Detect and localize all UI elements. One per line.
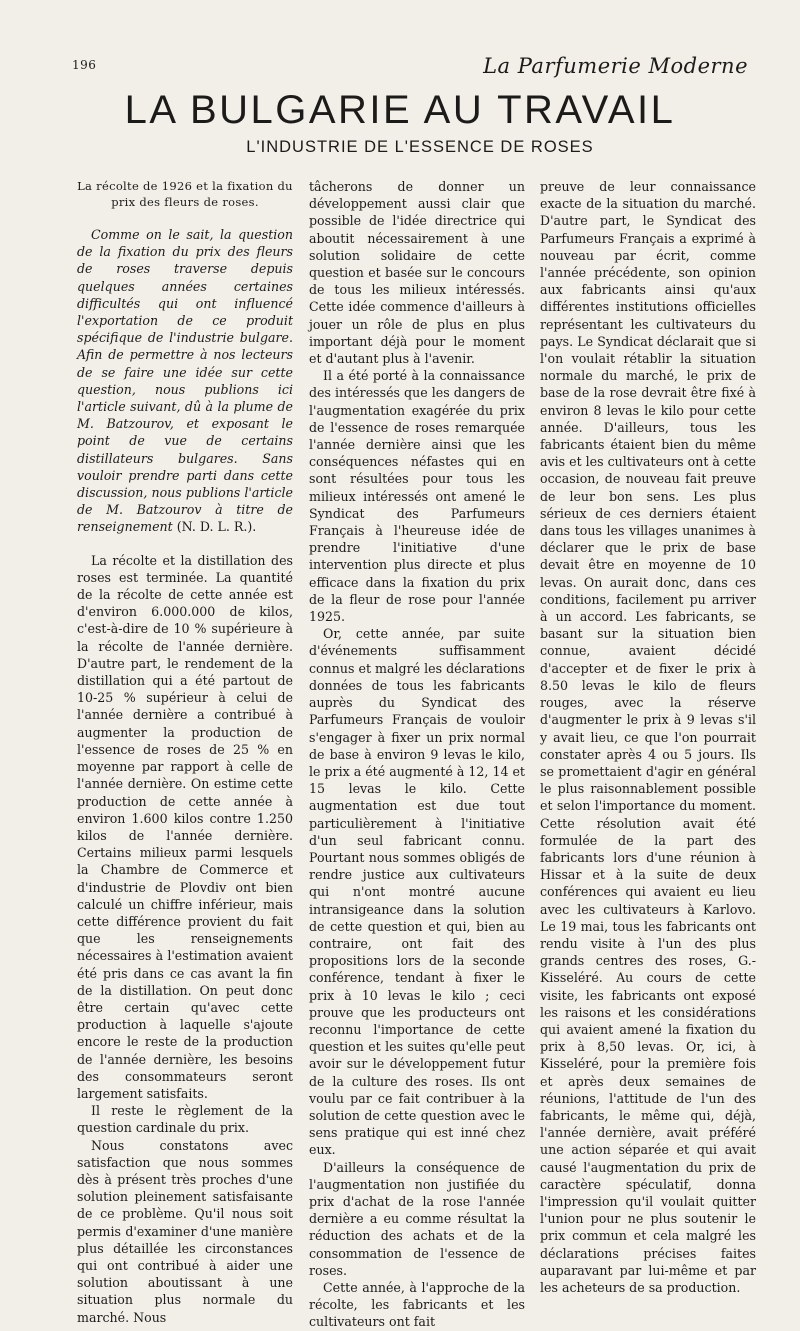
section-rubric: La récolte de 1926 et la fixation du prix des fleurs de roses. — [77, 179, 293, 209]
editor-note-signature: (N. D. L. R.). — [172, 519, 257, 535]
paragraph: Il reste le règlement de la question cardinale du prix. — [77, 1103, 293, 1136]
paragraph: Cette année, à l'approche de la récolte, les fabricants et les cultivateurs ont fait — [309, 1280, 525, 1330]
paragraph: Or, cette année, par suite d'événements suffisamment connus et malgré les déclarations données de tous les fabricants auprès du Syndicat des Parfumeurs Français de vouloir s'engager à fixer un prix normal de base à environ 9 levas le kilo, le prix a été augmenté à 12, 14 et 15 levas le kilo. Cette augmentation est due tout particulièrement à l'initiative d'un seul fabricant connu. Pourtant nous sommes obligés de rendre justice aux cultivateurs qui n'ont montré aucune intransigeance dans la solution de cette question et qui, bien au contraire, ont fait des propositions lors de la seconde conférence, tendant à fixer le prix à 10 levas le kilo ; ceci prouve que les producteurs ont reconnu l'importance de cette question et les suites qu'elle peut avoir sur le développement futur de la culture des roses. Ils ont voulu par ce fait contribuer à la solution de cette question avec le sens pratique qui est inné chez eux. — [309, 626, 525, 1158]
paragraph: tâcherons de donner un développement aussi clair que possible de l'idée directrice qui aboutit nécessairement à une solution solidaire de cette question et basée sur le concours de tous les milieux intéressés. Cette idée commence d'ailleurs à jouer un rôle de plus en plus important déjà pour le moment et d'autant plus à l'avenir. — [309, 179, 525, 367]
paragraph: Il a été porté à la connaissance des intéressés que les dangers de l'augmentation exagérée du prix de l'essence de roses remarquée l'année dernière ainsi que les conséquences néfastes qui en sont résultées pour tous les milieux intéressés ont amené le Syndicat des Parfumeurs Français à l'heureuse idée de prendre l'initiative d'une intervention plus directe et plus efficace dans la fixation du prix de la fleur de rose pour l'année 1925. — [309, 368, 525, 625]
editor-note — [77, 226, 293, 536]
paragraph: preuve de leur connaissance exacte de la situation du marché. D'autre part, le Syndicat des Parfumeurs Français a exprimé à nouveau par écrit, comme l'année précédente, son opinion aux fabricants ainsi qu'aux différentes institutions officielles représentant les cultivateurs du pays. Le Syndicat déclarait que si l'on voulait rétablir la situation normale du marché, le prix de base de la rose devrait être fixé à environ 8 levas le kilo pour cette année. D'ailleurs, tous les fabricants étaient bien du même avis et les cultivateurs ont à cette occasion, de nouveau fait preuve de leur bon sens. Les plus sérieux de ces derniers étaient dans tous les villages unanimes à déclarer que le prix de base devait être en moyenne de 10 levas. On aurait donc, dans ces conditions, facilement pu arriver à un accord. Les fabricants, se basant sur la situation bien connue, avaient décidé d'accepter et de fixer le prix à 8.50 levas le kilo de fleurs rouges, avec la réserve d'augmenter le prix à 9 levas s'il y avait lieu, ce que l'on pourrait constater après 4 ou 5 jours. Ils se promettaient d'agir en général le plus raisonnablement possible et selon l'importance du moment. Cette résolution avait été formulée de la part des fabricants lors d'une réunion à Hissar et à la suite de deux conférences qui avaient eu lieu avec les cultivateurs à Karlovo. Le 19 mai, tous les fabricants ont rendu visite à l'un des plus grands centres des roses, G.-Kisseléré. Au cours de cette visite, les fabricants ont exposé les raisons et les considérations qui avaient amené la fixation du prix à 8,50 levas. Or, ici, à Kisseléré, pour la première fois et après deux semaines de réunions, l'attitude de l'un des fabricants, le même qui, déjà, l'année dernière, avait préféré une action séparée et qui avait causé l'augmentation du prix de caractère spéculatif, donna l'impression qu'il voulait quitter l'union pour ne plus soutenir le prix commun et cela malgré les déclarations précises faites auparavant par lui-même et par les acheteurs de sa production. — [540, 179, 756, 1295]
paragraph: D'ailleurs la conséquence de l'augmentation non justifiée du prix d'achat de la rose l'année dernière a eu comme résultat la réduction des achats et de la consommation de l'essence de roses. — [309, 1159, 525, 1278]
column-3 — [540, 178, 756, 1296]
page-number: 196 — [72, 58, 97, 72]
editor-note-text: Comme on le sait, la question de la fixation du prix des fleurs de roses traverse depuis quelques années certaines difficultés qui ont influencé l'exportation de ce produit spécifique de l'industrie bulgare. Afin de permettre à nos lecteurs de se faire une idée sur cette question, nous publions ici l'article suivant, dû à la plume de M. Batzourov, et exposant le point de vue de certains distillateurs bulgares. Sans vouloir prendre parti dans cette discussion, nous publions l'article de M. Batzourov à titre de renseignement — [77, 227, 293, 535]
article-subtitle: L'INDUSTRIE DE L'ESSENCE DE ROSES — [246, 138, 594, 156]
paragraph: La récolte et la distillation des roses est terminée. La quantité de la récolte de cette année est d'environ 6.000.000 de kilos, c'est-à-dire de 10 % supérieure à la récolte de l'année dernière. D'autre part, le rendement de la distillation qui a été partout de 10-25 % supérieur à celui de l'année dernière a contribué à augmenter la production de l'essence de roses de 25 % en moyenne par rapport à celle de l'année dernière. On estime cette production de cette année à environ 1.600 kilos contre 1.250 kilos de l'année dernière. Certains milieux parmi lesquels la Chambre de Commerce et d'industrie de Plovdiv ont bien calculé un chiffre inférieur, mais cette différence provient du fait que les renseignements nécessaires à l'estimation avaient été pris dans ce cas avant la fin de la distillation. On peut donc être certain qu'avec cette production à laquelle s'ajoute encore le reste de la production de l'année dernière, les besoins des consommateurs seront largement satisfaits. — [77, 552, 293, 1101]
column-1 — [77, 178, 293, 1326]
journal-masthead: La Parfumerie Moderne — [483, 54, 748, 78]
paragraph: Nous constatons avec satisfaction que nous sommes dès à présent très proches d'une solution pleinement satisfaisante de ce problème. Qu'il nous soit permis d'examiner d'une manière plus détaillée les circonstances qui ont contribué à aider une solution aboutissant à une situation plus normale du marché. Nous — [77, 1137, 293, 1325]
column-2 — [309, 178, 525, 1331]
article-title: LA BULGARIE AU TRAVAIL — [124, 88, 676, 132]
